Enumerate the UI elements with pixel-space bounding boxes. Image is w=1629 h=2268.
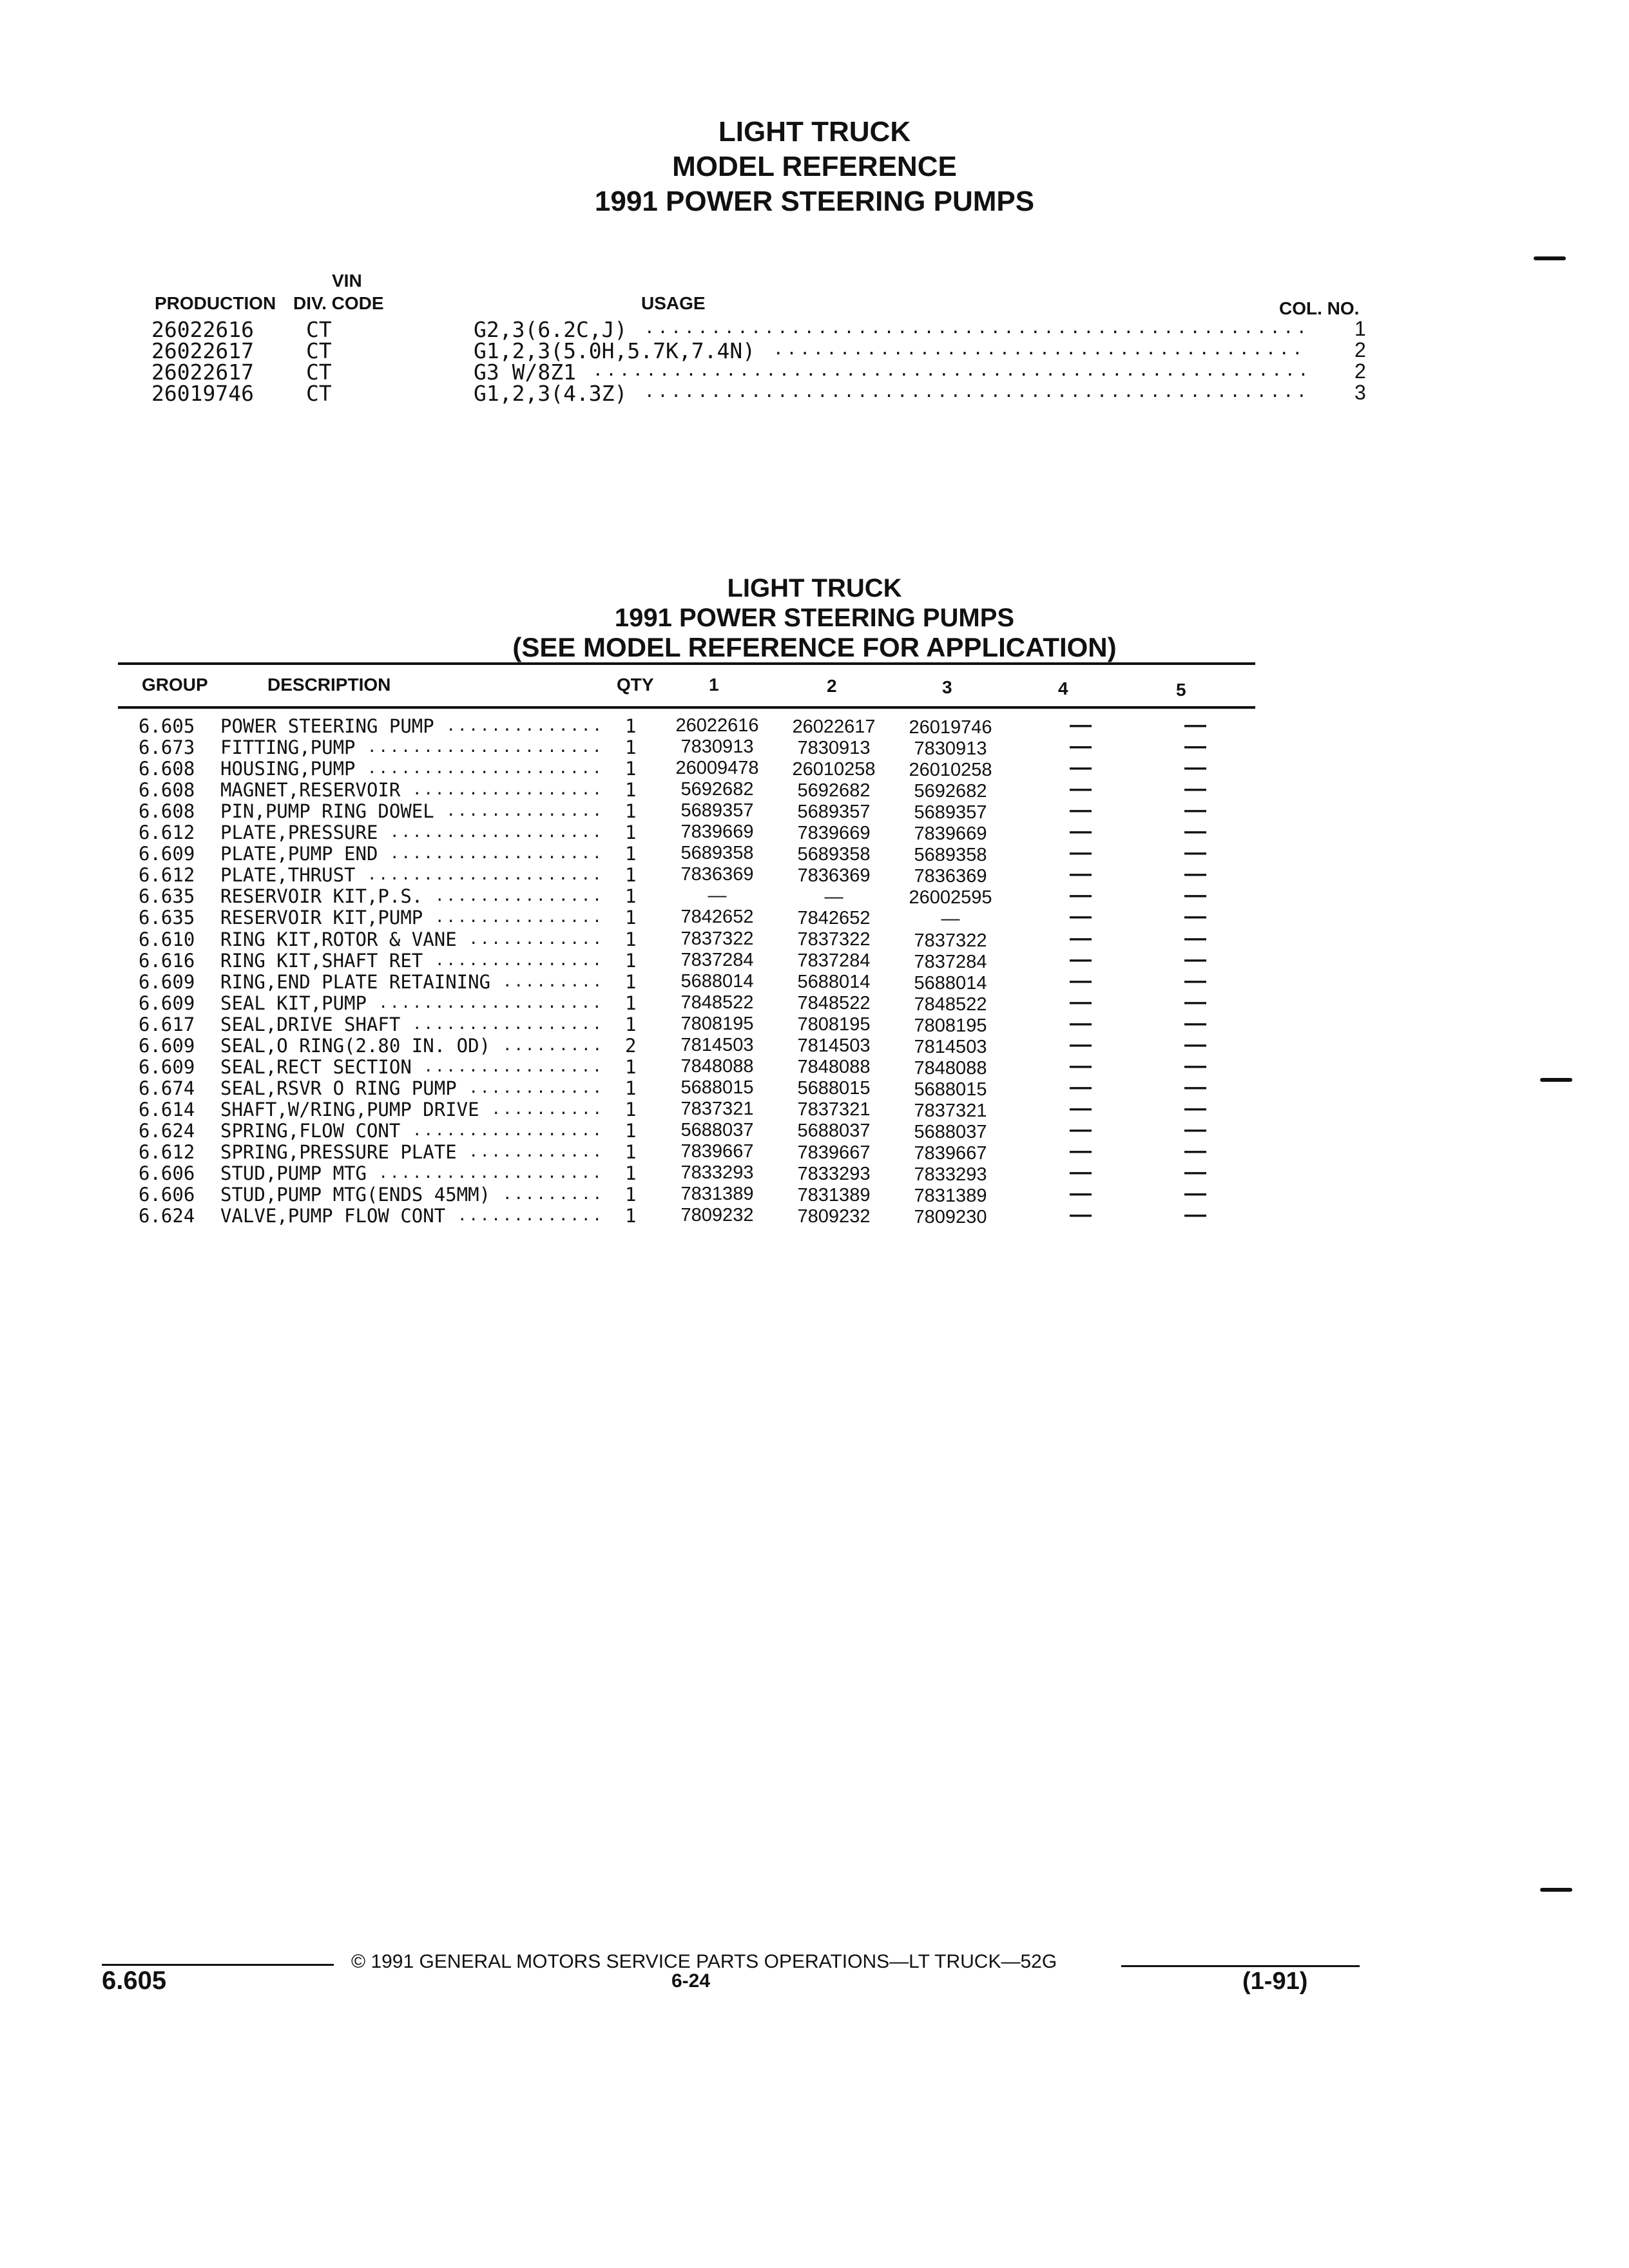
parts-table-row <box>0 989 1629 1015</box>
part-number-col-2: 5689358 <box>797 843 871 865</box>
part-number-col-1: 7808195 <box>680 1013 754 1034</box>
div-code: CT <box>306 360 332 385</box>
col-4-dash: — <box>1070 755 1092 780</box>
col-4-dash: — <box>1070 1095 1092 1120</box>
parts-table-row <box>0 1032 1629 1057</box>
parts-table-row <box>0 861 1629 887</box>
parts-table-row <box>0 776 1629 802</box>
part-number-col-1: 5692682 <box>680 779 754 800</box>
part-number-col-1: 5688037 <box>680 1119 754 1140</box>
part-number-col-1: 26022616 <box>675 715 759 736</box>
vin-header: VIN <box>332 271 362 291</box>
title-line: LIGHT TRUCK <box>718 116 911 148</box>
description-cell: SPRING,PRESSURE PLATE <box>220 1141 457 1163</box>
group-cell: 6.673 <box>139 736 195 759</box>
col-4-dash: — <box>1070 1010 1092 1035</box>
leader-dots: ............ <box>468 929 604 948</box>
col-5-dash: — <box>1184 861 1206 887</box>
footer-rule-right <box>1121 1965 1360 1967</box>
edge-mark <box>1534 256 1566 260</box>
part-number-col-2: 7830913 <box>797 737 871 758</box>
group-cell: 6.624 <box>139 1205 195 1227</box>
part-number-col-1: 5689358 <box>680 843 754 864</box>
qty-cell: 1 <box>625 1141 637 1163</box>
col-5-dash: — <box>1184 1139 1206 1163</box>
parts-table-row <box>0 1010 1629 1036</box>
description-cell: PIN,PUMP RING DOWEL <box>220 800 434 823</box>
description-cell: SEAL,RECT SECTION <box>220 1055 412 1078</box>
part-number-col-2: 7831389 <box>797 1184 871 1206</box>
date-code: (1-91) <box>1242 1968 1308 1995</box>
col-4-dash: — <box>1070 968 1092 993</box>
group-cell: 6.612 <box>139 1141 195 1163</box>
col-5-dash: — <box>1184 1202 1206 1227</box>
title-line: 1991 POWER STEERING PUMPS <box>594 186 1035 217</box>
div-code-header: DIV. CODE <box>293 293 384 313</box>
leader-dots: .................................................. <box>644 318 1310 338</box>
parts-table-row <box>0 1117 1629 1142</box>
group-cell: 6.605 <box>139 715 195 737</box>
leader-dots: ................. <box>412 1014 604 1033</box>
col-5-dash: — <box>1184 904 1206 929</box>
col-2-header: 2 <box>827 676 837 696</box>
leader-dots: ............... <box>435 908 604 927</box>
col-5-dash: — <box>1184 1074 1206 1099</box>
group-cell: 6.674 <box>139 1077 195 1099</box>
qty-cell: 1 <box>625 1055 637 1078</box>
qty-cell: 1 <box>625 907 637 929</box>
parts-table-row <box>0 1141 1629 1162</box>
group-cell: 6.609 <box>139 992 195 1014</box>
group-cell: 6.612 <box>139 864 195 887</box>
part-number-col-1: 7809232 <box>680 1205 754 1226</box>
leader-dots: ................. <box>412 780 604 799</box>
group-cell: 6.635 <box>139 907 195 929</box>
leader-dots: .......... <box>491 1099 604 1118</box>
col-5-dash: — <box>1184 1032 1206 1057</box>
col-5-dash: — <box>1184 1053 1206 1078</box>
part-number-col-1: 7831389 <box>680 1184 754 1205</box>
model-reference-row <box>0 338 1629 363</box>
parts-table-row <box>0 800 1629 822</box>
group-cell: 6.609 <box>139 843 195 865</box>
description-cell: SEAL KIT,PUMP <box>220 992 367 1014</box>
leader-dots: .............. <box>446 716 604 735</box>
part-number-col-1: 7837321 <box>680 1098 754 1119</box>
col-4-dash: — <box>1070 989 1092 1014</box>
part-number-col-1: 5688015 <box>680 1077 754 1098</box>
parts-table-row <box>0 736 1629 758</box>
col-4-dash: — <box>1070 1139 1092 1163</box>
part-number-col-2: 7839667 <box>797 1142 871 1163</box>
part-number-col-1: 7839667 <box>680 1141 754 1162</box>
description-cell: POWER STEERING PUMP <box>220 715 434 737</box>
parts-table-row <box>0 1162 1629 1184</box>
col-4-header: 4 <box>1058 678 1068 698</box>
part-number-col-1: 26009478 <box>675 758 759 779</box>
usage: G3 W/8Z1 <box>474 360 576 385</box>
col-no: 2 <box>1354 338 1366 361</box>
part-number-col-2: 5688014 <box>797 972 871 993</box>
part-number-col-2: 5688015 <box>797 1078 871 1099</box>
production: 26022617 <box>151 338 254 363</box>
usage: G2,3(6.2C,J) <box>474 317 628 342</box>
part-number-col-3: 7837322 <box>914 930 987 951</box>
qty-cell: 1 <box>625 864 637 887</box>
qty-cell: 1 <box>625 1013 637 1035</box>
usage: G1,2,3(5.0H,5.7K,7.4N) <box>474 338 756 363</box>
col-4-dash: — <box>1070 1160 1092 1185</box>
qty-cell: 1 <box>625 715 637 737</box>
part-number-col-1: 7837284 <box>680 949 754 970</box>
group-cell: 6.608 <box>139 800 195 823</box>
part-number-col-3: 5688015 <box>914 1079 987 1100</box>
leader-dots: ......... <box>503 972 604 990</box>
parts-table-row <box>0 925 1629 951</box>
production-header: PRODUCTION <box>155 293 276 313</box>
part-number-col-1: 7814503 <box>680 1034 754 1055</box>
part-number-col-1: — <box>708 885 727 907</box>
group-cell: 6.614 <box>139 1098 195 1120</box>
part-number-col-3: 7837284 <box>914 951 987 972</box>
col-1-header: 1 <box>709 675 719 695</box>
part-number-col-1: 7848522 <box>680 992 754 1013</box>
col-5-dash: — <box>1184 925 1206 950</box>
qty-cell: 1 <box>625 843 637 865</box>
description-cell: SEAL,O RING(2.80 IN. OD) <box>220 1034 491 1057</box>
col-4-dash: — <box>1070 1202 1092 1227</box>
col-4-dash: — <box>1070 883 1092 908</box>
col-4-dash: — <box>1070 776 1092 802</box>
title-line: LIGHT TRUCK <box>727 574 902 602</box>
col-4-dash: — <box>1070 819 1092 844</box>
part-number-col-1: 7830913 <box>680 736 754 758</box>
group-code: 6.605 <box>102 1966 167 1995</box>
copyright-line: © 1991 GENERAL MOTORS SERVICE PARTS OPERATIONS—LT TRUCK—52G <box>351 1951 1057 1972</box>
qty-cell: 1 <box>625 1077 637 1099</box>
part-number-col-3: — <box>941 908 960 930</box>
parts-table-row <box>0 904 1629 930</box>
col-5-dash: — <box>1184 989 1206 1014</box>
qty-cell: 1 <box>625 949 637 972</box>
col-5-dash: — <box>1184 1160 1206 1185</box>
parts-table-row <box>0 1181 1629 1207</box>
leader-dots: ..................... <box>367 865 604 884</box>
col-no-header: COL. NO. <box>1279 298 1360 318</box>
part-number-col-2: 26022617 <box>792 716 876 737</box>
description-cell: PLATE,THRUST <box>220 864 356 887</box>
group-cell: 6.616 <box>139 949 195 972</box>
qty-header: QTY <box>617 675 654 695</box>
part-number-col-1: 7839669 <box>680 822 754 843</box>
qty-cell: 1 <box>625 758 637 780</box>
col-5-dash: — <box>1184 734 1206 759</box>
description-cell: SEAL,RSVR O RING PUMP <box>220 1077 457 1099</box>
col-4-dash: — <box>1070 1074 1092 1099</box>
div-code: CT <box>306 381 332 406</box>
leader-dots: ............... <box>435 950 604 969</box>
leader-dots: .............. <box>446 802 604 820</box>
title-line: 1991 POWER STEERING PUMPS <box>614 604 1015 632</box>
description-cell: PLATE,PUMP END <box>220 843 378 865</box>
part-number-col-3: 7808195 <box>914 1015 987 1036</box>
leader-dots: ............... <box>435 887 604 905</box>
part-number-col-2: 7848522 <box>797 993 871 1014</box>
part-number-col-3: 5688014 <box>914 972 987 994</box>
part-number-col-3: 7836369 <box>914 866 987 887</box>
parts-table-row <box>0 755 1629 781</box>
qty-cell: 1 <box>625 1184 637 1206</box>
col-3-header: 3 <box>942 677 952 697</box>
col-4-dash: — <box>1070 1053 1092 1078</box>
edge-mark <box>1540 1078 1572 1082</box>
description-cell: HOUSING,PUMP <box>220 758 356 780</box>
description-cell: STUD,PUMP MTG <box>220 1162 367 1185</box>
production: 26022616 <box>151 317 254 342</box>
part-number-col-2: 7836369 <box>797 865 871 886</box>
col-4-dash: — <box>1070 925 1092 950</box>
qty-cell: 1 <box>625 822 637 844</box>
col-4-dash: — <box>1070 1181 1092 1206</box>
model-reference-title <box>0 115 1629 219</box>
parts-table-row <box>0 885 1629 907</box>
part-number-col-1: 7842652 <box>680 907 754 928</box>
description-cell: SHAFT,W/RING,PUMP DRIVE <box>220 1098 479 1120</box>
title-line: MODEL REFERENCE <box>672 151 957 182</box>
parts-table-row <box>0 715 1629 736</box>
qty-cell: 1 <box>625 736 637 759</box>
model-reference-row <box>0 317 1629 342</box>
description-cell: PLATE,PRESSURE <box>220 822 378 844</box>
col-5-dash: — <box>1184 968 1206 993</box>
model-reference-row <box>0 381 1629 406</box>
description-cell: SEAL,DRIVE SHAFT <box>220 1013 401 1035</box>
edge-mark <box>1540 1888 1572 1892</box>
col-4-dash: — <box>1070 734 1092 759</box>
col-5-dash: — <box>1184 819 1206 844</box>
group-cell: 6.612 <box>139 822 195 844</box>
col-4-dash: — <box>1070 713 1092 737</box>
part-number-col-3: 5692682 <box>914 781 987 802</box>
group-cell: 6.609 <box>139 1034 195 1057</box>
part-number-col-2: 7833293 <box>797 1163 871 1184</box>
col-4-dash: — <box>1070 798 1092 823</box>
part-number-col-2: 7837321 <box>797 1099 871 1120</box>
col-4-dash: — <box>1070 840 1092 865</box>
col-5-dash: — <box>1184 1095 1206 1120</box>
part-number-col-2: 7842652 <box>797 907 871 928</box>
part-number-col-3: 7848088 <box>914 1057 987 1079</box>
part-number-col-3: 26019746 <box>909 717 992 738</box>
part-number-col-1: 5689357 <box>680 800 754 822</box>
qty-cell: 1 <box>625 779 637 802</box>
part-number-col-2: 5692682 <box>797 780 871 801</box>
col-5-dash: — <box>1184 713 1206 737</box>
col-no: 3 <box>1354 381 1366 404</box>
part-number-col-3: 7809230 <box>914 1207 987 1228</box>
leader-dots: .................... <box>378 993 604 1012</box>
part-number-col-2: 7848088 <box>797 1057 871 1078</box>
part-number-col-2: 7809232 <box>797 1206 871 1227</box>
col-5-dash: — <box>1184 1010 1206 1035</box>
qty-cell: 1 <box>625 1119 637 1142</box>
qty-cell: 1 <box>625 1205 637 1227</box>
col-5-header: 5 <box>1176 680 1186 700</box>
description-cell: STUD,PUMP MTG(ENDS 45MM) <box>220 1184 491 1206</box>
part-number-col-3: 7833293 <box>914 1164 987 1186</box>
header-bottom-rule <box>118 706 1255 709</box>
part-number-col-3: 7814503 <box>914 1036 987 1057</box>
col-5-dash: — <box>1184 883 1206 908</box>
leader-dots: ........................................ <box>773 340 1306 359</box>
parts-table-row <box>0 1202 1629 1228</box>
usage-header: USAGE <box>641 293 706 313</box>
qty-cell: 1 <box>625 885 637 908</box>
description-cell: FITTING,PUMP <box>220 736 356 759</box>
leader-dots: ............ <box>468 1142 604 1160</box>
part-number-col-1: 5688014 <box>680 970 754 992</box>
description-cell: RING,END PLATE RETAINING <box>220 970 491 993</box>
group-header: GROUP <box>142 675 208 695</box>
parts-table-row <box>0 1095 1629 1121</box>
col-4-dash: — <box>1070 904 1092 929</box>
col-4-dash: — <box>1070 861 1092 887</box>
part-number-col-2: 7839669 <box>797 822 871 843</box>
leader-dots: ...................................................... <box>593 361 1312 380</box>
footer-rule-left <box>102 1964 334 1966</box>
qty-cell: 1 <box>625 1162 637 1185</box>
part-number-col-3: 5689357 <box>914 802 987 823</box>
qty-cell: 1 <box>625 928 637 950</box>
part-number-col-3: 7839667 <box>914 1143 987 1164</box>
part-number-col-1: 7836369 <box>680 864 754 885</box>
part-number-col-3: 7830913 <box>914 738 987 760</box>
qty-cell: 1 <box>625 1098 637 1120</box>
parts-table-row <box>0 1053 1629 1079</box>
usage: G1,2,3(4.3Z) <box>474 381 628 406</box>
part-number-col-1: 7848088 <box>680 1055 754 1077</box>
parts-table-row <box>0 1074 1629 1100</box>
part-number-col-2: 7837284 <box>797 950 871 972</box>
leader-dots: ......... <box>503 1035 604 1054</box>
description-cell: MAGNET,RESERVOIR <box>220 779 401 802</box>
group-cell: 6.624 <box>139 1119 195 1142</box>
parts-table-row <box>0 947 1629 972</box>
part-number-col-2: 7808195 <box>797 1014 871 1035</box>
col-5-dash: — <box>1184 1117 1206 1142</box>
leader-dots: ..................... <box>367 738 604 756</box>
part-number-col-2: 26010258 <box>792 758 876 780</box>
group-cell: 6.609 <box>139 1055 195 1078</box>
part-number-col-3: 26002595 <box>909 887 992 908</box>
leader-dots: ......... <box>503 1185 604 1204</box>
production: 26019746 <box>151 381 254 406</box>
part-number-col-1: 7837322 <box>680 928 754 949</box>
leader-dots: .................... <box>378 1164 604 1182</box>
col-4-dash: — <box>1070 1032 1092 1057</box>
qty-cell: 1 <box>625 970 637 993</box>
production: 26022617 <box>151 360 254 385</box>
col-5-dash: — <box>1184 798 1206 823</box>
part-number-col-2: 5689357 <box>797 801 871 822</box>
model-reference-row <box>0 360 1629 385</box>
part-number-col-3: 26010258 <box>909 760 992 781</box>
header-top-rule <box>118 662 1255 665</box>
leader-dots: ................. <box>412 1120 604 1139</box>
col-5-dash: — <box>1184 1181 1206 1206</box>
description-cell: SPRING,FLOW CONT <box>220 1119 401 1142</box>
part-number-col-1: 7833293 <box>680 1162 754 1184</box>
col-5-dash: — <box>1184 840 1206 865</box>
parts-list-title <box>0 573 1629 662</box>
part-number-col-3: 7831389 <box>914 1186 987 1207</box>
group-cell: 6.606 <box>139 1184 195 1206</box>
col-5-dash: — <box>1184 755 1206 780</box>
col-4-dash: — <box>1070 1117 1092 1142</box>
group-cell: 6.635 <box>139 885 195 908</box>
description-header: DESCRIPTION <box>267 675 391 695</box>
parts-table-row <box>0 968 1629 994</box>
col-5-dash: — <box>1184 947 1206 972</box>
part-number-col-3: 7848522 <box>914 994 987 1015</box>
div-code: CT <box>306 317 332 342</box>
col-no: 1 <box>1354 317 1366 340</box>
description-cell: RESERVOIR KIT,P.S. <box>220 885 423 908</box>
description-cell: RING KIT,SHAFT RET <box>220 949 423 972</box>
description-cell: RING KIT,ROTOR & VANE <box>220 928 457 950</box>
description-cell: RESERVOIR KIT,PUMP <box>220 907 423 929</box>
group-cell: 6.606 <box>139 1162 195 1185</box>
col-no: 2 <box>1354 360 1366 383</box>
page-number: 6-24 <box>671 1970 711 1992</box>
description-cell: VALVE,PUMP FLOW CONT <box>220 1205 446 1227</box>
leader-dots: ............ <box>468 1078 604 1097</box>
group-cell: 6.608 <box>139 758 195 780</box>
col-4-dash: — <box>1070 947 1092 972</box>
part-number-col-3: 7839669 <box>914 823 987 845</box>
part-number-col-3: 7837321 <box>914 1100 987 1121</box>
qty-cell: 1 <box>625 800 637 823</box>
part-number-col-2: — <box>824 886 843 907</box>
part-number-col-2: 7837322 <box>797 929 871 950</box>
qty-cell: 1 <box>625 992 637 1014</box>
group-cell: 6.610 <box>139 928 195 950</box>
part-number-col-3: 5689358 <box>914 845 987 866</box>
leader-dots: ................... <box>390 823 604 841</box>
leader-dots: ................ <box>423 1057 604 1075</box>
div-code: CT <box>306 338 332 363</box>
group-cell: 6.617 <box>139 1013 195 1035</box>
parts-table-row <box>0 819 1629 845</box>
part-number-col-2: 7814503 <box>797 1035 871 1057</box>
leader-dots: .................................................. <box>644 382 1310 401</box>
parts-table-row <box>0 840 1629 866</box>
leader-dots: ................... <box>390 844 604 863</box>
group-cell: 6.608 <box>139 779 195 802</box>
part-number-col-3: 5688037 <box>914 1121 987 1142</box>
leader-dots: ..................... <box>367 759 604 778</box>
group-cell: 6.609 <box>139 970 195 993</box>
leader-dots: ............. <box>458 1206 604 1225</box>
col-5-dash: — <box>1184 776 1206 802</box>
title-line: (SEE MODEL REFERENCE FOR APPLICATION) <box>512 632 1117 662</box>
part-number-col-2: 5688037 <box>797 1120 871 1142</box>
qty-cell: 2 <box>625 1034 637 1057</box>
